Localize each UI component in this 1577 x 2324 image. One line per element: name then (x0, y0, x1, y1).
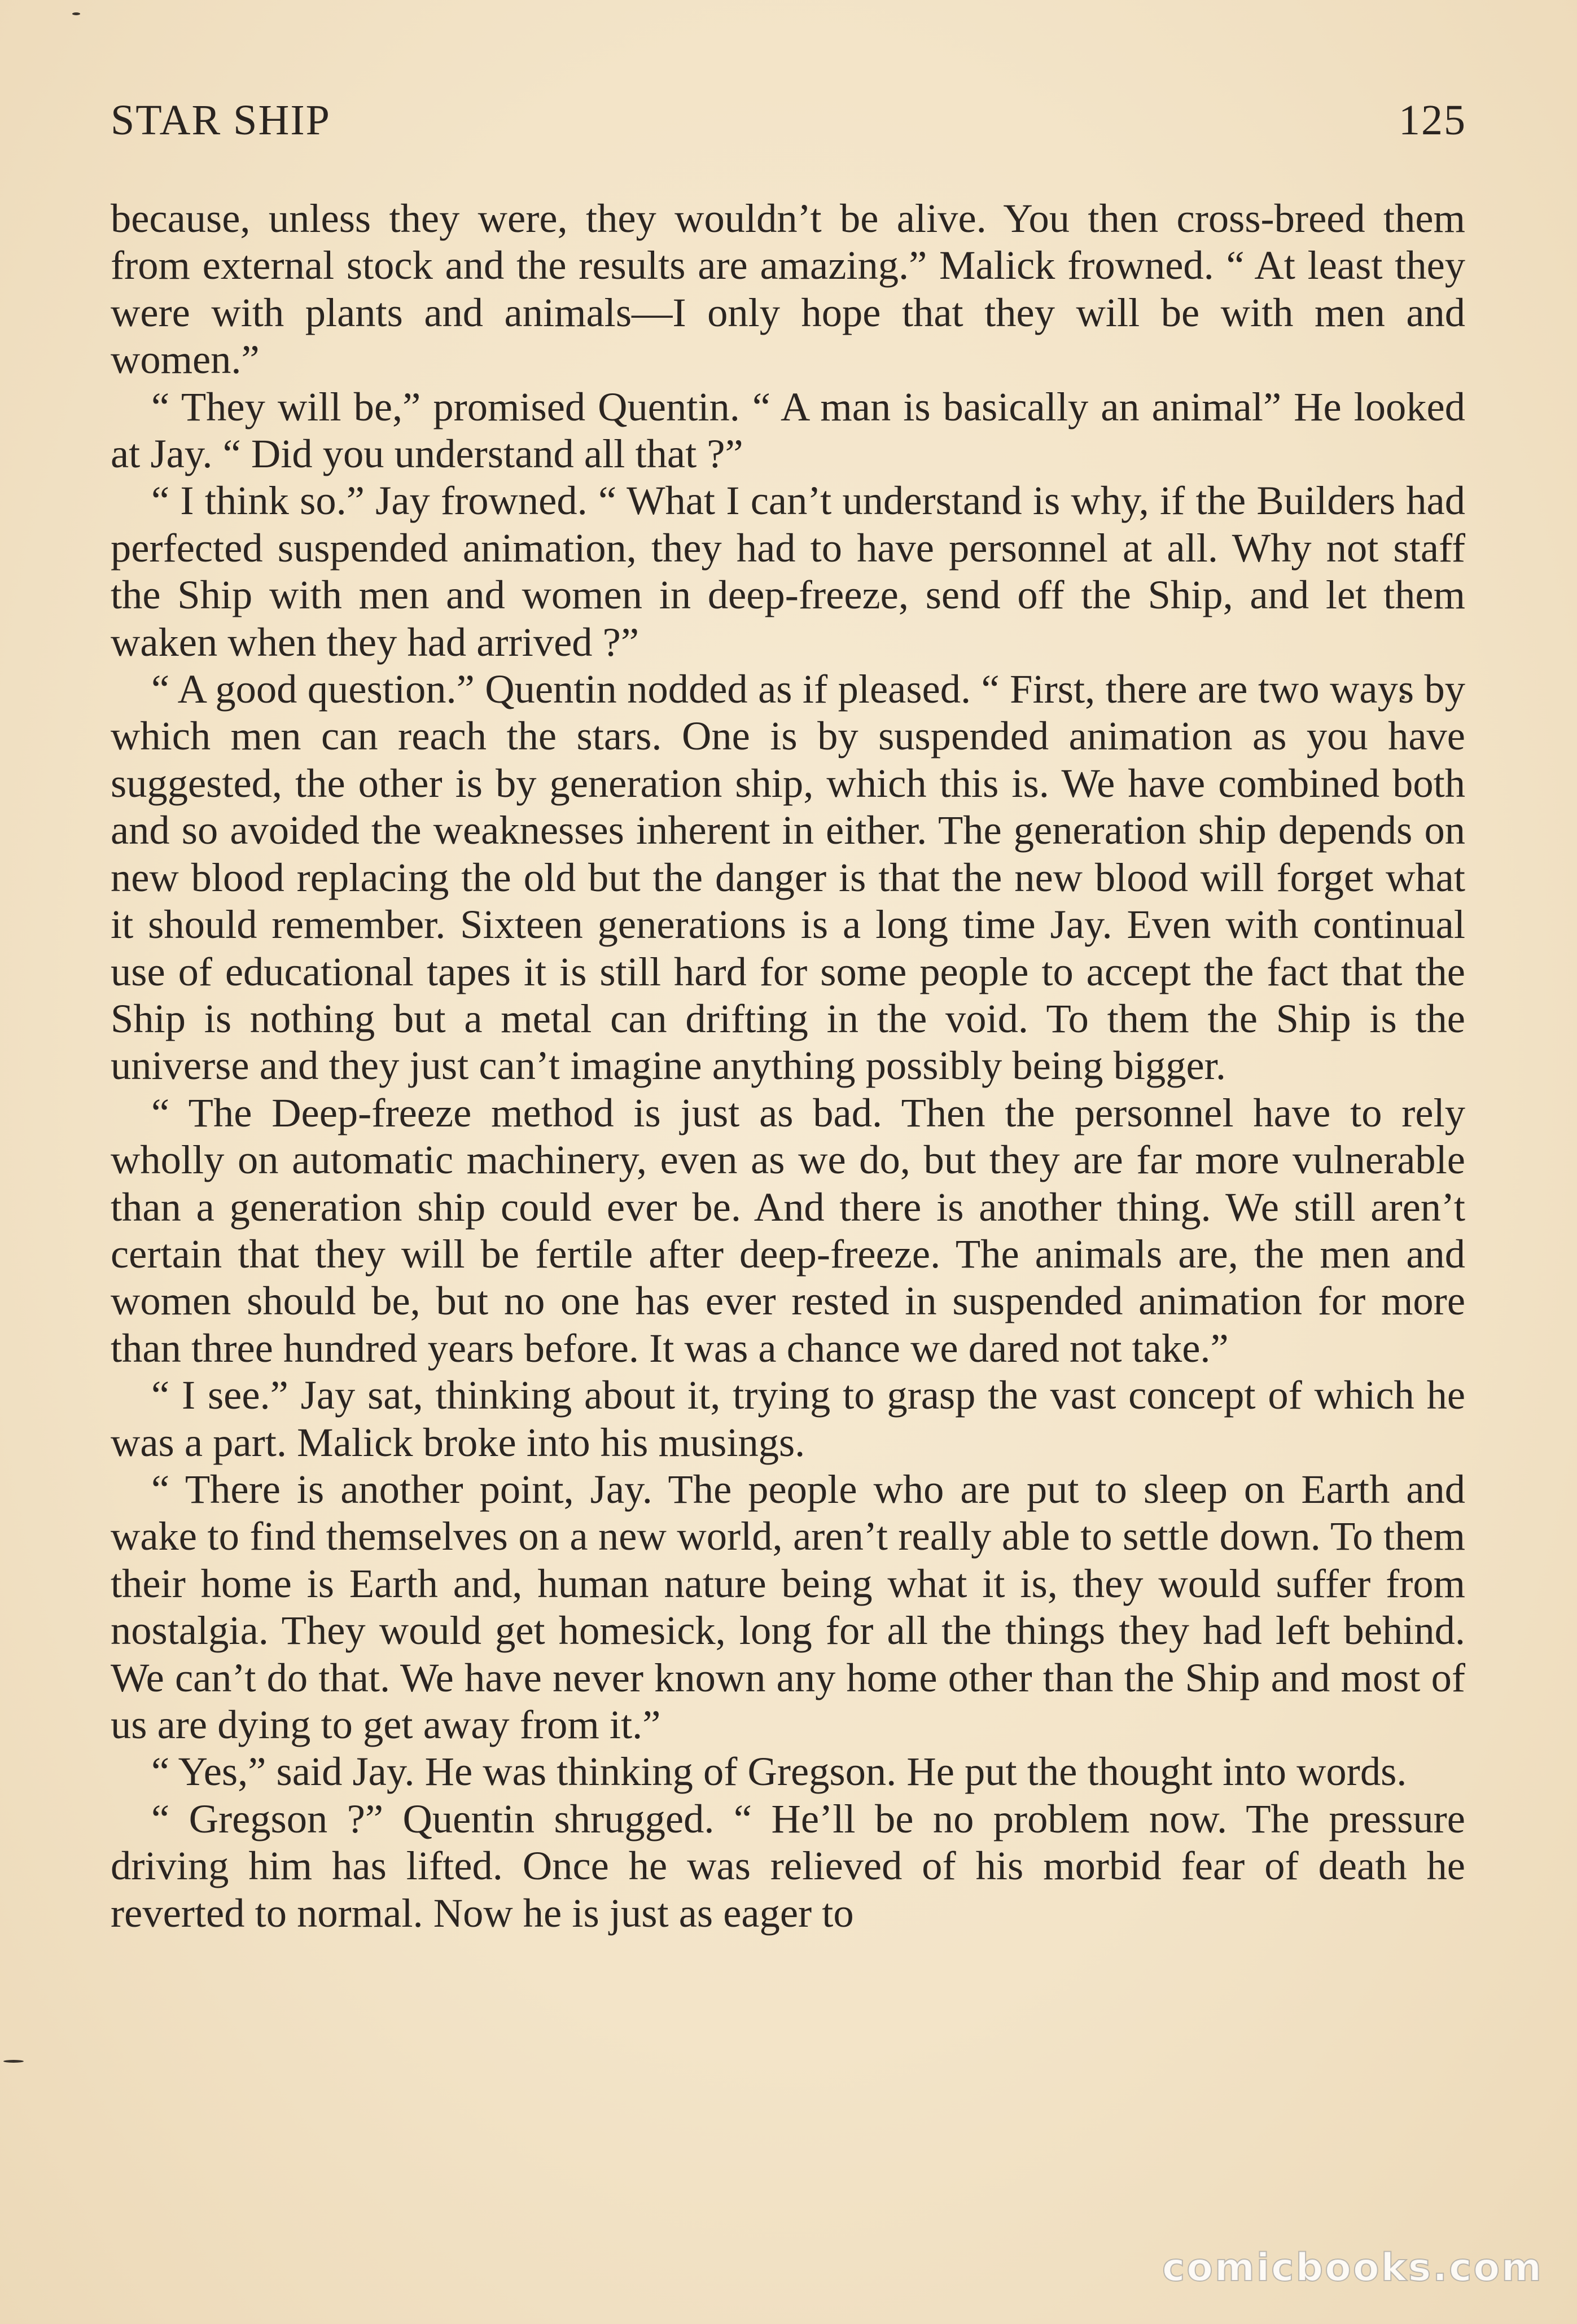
watermark: comicbooks.com (1162, 2246, 1543, 2290)
paragraph: “ I think so.” Jay frowned. “ What I can’t understand is why, if the Builders had perfected suspended animation, they had to have personnel at all. Why not staff the Ship with men and women in deep-freeze, send off the Ship, and let them waken when they had arrived ?” (111, 477, 1465, 665)
paragraph: “ They will be,” promised Quentin. “ A man is basically an animal” He looked at Jay. “ Did you understand all that ?” (111, 383, 1465, 477)
ink-speck (72, 12, 80, 15)
paragraph: “ Gregson ?” Quentin shrugged. “ He’ll be no problem now. The pressure driving him has lifted. Once he was relieved of his morbid fear of death he reverted to normal. Now he is just as eager to (111, 1795, 1465, 1936)
page-number: 125 (1399, 97, 1466, 144)
paragraph: because, unless they were, they wouldn’t be alive. You then cross-breed them from external stock and the results are amazing.” Malick frowned. “ At least they were with plants and animals—I only hope that they will be with men and women.” (111, 195, 1465, 383)
ink-speck (3, 2060, 24, 2063)
running-title: STAR SHIP (111, 97, 331, 144)
body-text (111, 195, 1465, 1936)
paragraph: “ There is another point, Jay. The people who are put to sleep on Earth and wake to find themselves on a new world, aren’t really able to settle down. To them their home is Earth and, human nature being what it is, they would suffer from nostalgia. They would get homesick, long for all the things they had left behind. We can’t do that. We have never known any home other than the Ship and most of us are dying to get away from it.” (111, 1466, 1465, 1747)
paragraph: “ A good question.” Quentin nodded as if pleased. “ First, there are two ways by which men can reach the stars. One is by suspended animation as you have suggested, the other is by generation ship, which this is. We have combined both and so avoided the weaknesses inherent in either. The generation ship depends on new blood replacing the old but the danger is that the new blood will forget what it should remember. Sixteen generations is a long time Jay. Even with continual use of educational tapes it is still hard for some people to accept the fact that the Ship is nothing but a metal can drifting in the void. To them the Ship is the universe and they just can’t imagine anything possibly being bigger. (111, 666, 1465, 1089)
paragraph: “ I see.” Jay sat, thinking about it, trying to grasp the vast concept of which he was a part. Malick broke into his musings. (111, 1372, 1465, 1465)
paragraph: “ The Deep-freeze method is just as bad. Then the personnel have to rely wholly on automatic machinery, even as we do, but they are far more vulnerable than a generation ship could ever be. And there is another thing. We still aren’t certain that they will be fertile after deep-freeze. The animals are, the men and women should be, but no one has ever rested in suspended animation for more than three hundred years before. It was a chance we dared not take.” (111, 1089, 1465, 1371)
page-header (111, 96, 1466, 158)
paragraph: “ Yes,” said Jay. He was thinking of Gregson. He put the thought into words. (151, 1748, 1407, 1795)
